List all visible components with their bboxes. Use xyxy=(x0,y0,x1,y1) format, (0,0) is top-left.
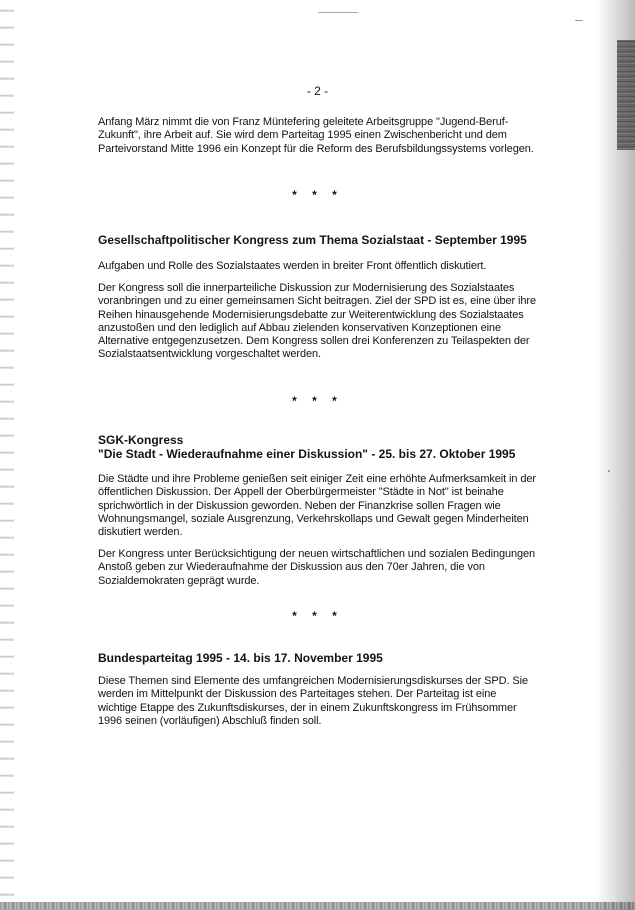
section-paragraph: Die Städte und ihre Probleme genießen seit einiger Zeit eine erhöhte Aufmerksamkeit in der öffentlichen Diskussion. Der Appell der Oberbürgermeister "Städte in Not" ist beinahe sprichwörtlich in der Diskussion geworden. Neben der Finanzkrise sollen Fragen wie Wohnungsmangel, soziale Ausgrenzung, Verkehrskollaps und Gewalt gegen Minderheiten diskutiert werden. xyxy=(98,473,536,539)
section-heading-sozialstaat: Gesellschaftpolitischer Kongress zum Thema Sozialstaat - September 1995 xyxy=(98,233,527,247)
section-heading-bundesparteitag: Bundesparteitag 1995 - 14. bis 17. November 1995 xyxy=(98,651,383,665)
section-separator: * * * xyxy=(292,188,343,202)
scan-edge-left xyxy=(0,0,14,910)
page-number: - 2 - xyxy=(306,84,329,98)
section-subheading-die-stadt: "Die Stadt - Wiederaufnahme einer Diskussion" - 25. bis 27. Oktober 1995 xyxy=(98,447,516,461)
section-separator: * * * xyxy=(292,609,343,623)
section-paragraph: Diese Themen sind Elemente des umfangreichen Modernisierungsdiskurses der SPD. Sie werden im Mittelpunkt der Diskussion des Parteitages stehen. Der Parteitag ist eine wichtige Etappe des Zukunftsdiskurses, der in einem Zukunftskongress im Frühsommer 1996 seinen (vorläufigen) Abschluß finden soll. xyxy=(98,675,528,727)
section-paragraph: Aufgaben und Rolle des Sozialstaates werden in breiter Front öffentlich diskutiert. xyxy=(98,260,487,272)
intro-paragraph: Anfang März nimmt die von Franz Müntefering geleitete Arbeitsgruppe "Jugend-Beruf-Zukunft", ihre Arbeit auf. Sie wird dem Parteitag 1995 einen Zwischenbericht und dem Parteivorstand Mitte 1996 ein Konzept für die Reform des Berufsbildungssystems vorlegen. xyxy=(98,116,534,155)
scan-edge-bottom xyxy=(0,902,635,910)
scan-speck xyxy=(318,12,358,13)
section-separator: * * * xyxy=(292,394,343,408)
scan-speck xyxy=(575,20,583,21)
scan-speck xyxy=(608,470,610,472)
section-paragraph: Der Kongress unter Berücksichtigung der neuen wirtschaftlichen und sozialen Bedingungen Anstoß geben zur Wiederaufnahme der Diskussion aus den 70er Jahren, die von Sozialdemokraten geprägt wurde. xyxy=(98,548,536,587)
section-paragraph: Der Kongress soll die innerparteiliche Diskussion zur Modernisierung des Sozialstaates voranbringen und zu einer gemeinsamen Sicht beitragen. Ziel der SPD ist es, eine über ihre Reihen hinausgehende Modernisierungsdebatte zur Weiterentwicklung des Sozialstaates anzustoßen und den lediglich auf Abbau zielenden konservativen Konzeptionen eine Alternative entgegenzusetzen. Dem Kongress sollen drei Konferenzen zu Teilaspekten der Sozialstaatsentwicklung vorgeschaltet werden. xyxy=(98,282,536,361)
section-heading-sgk-kongress: SGK-Kongress xyxy=(98,433,184,447)
